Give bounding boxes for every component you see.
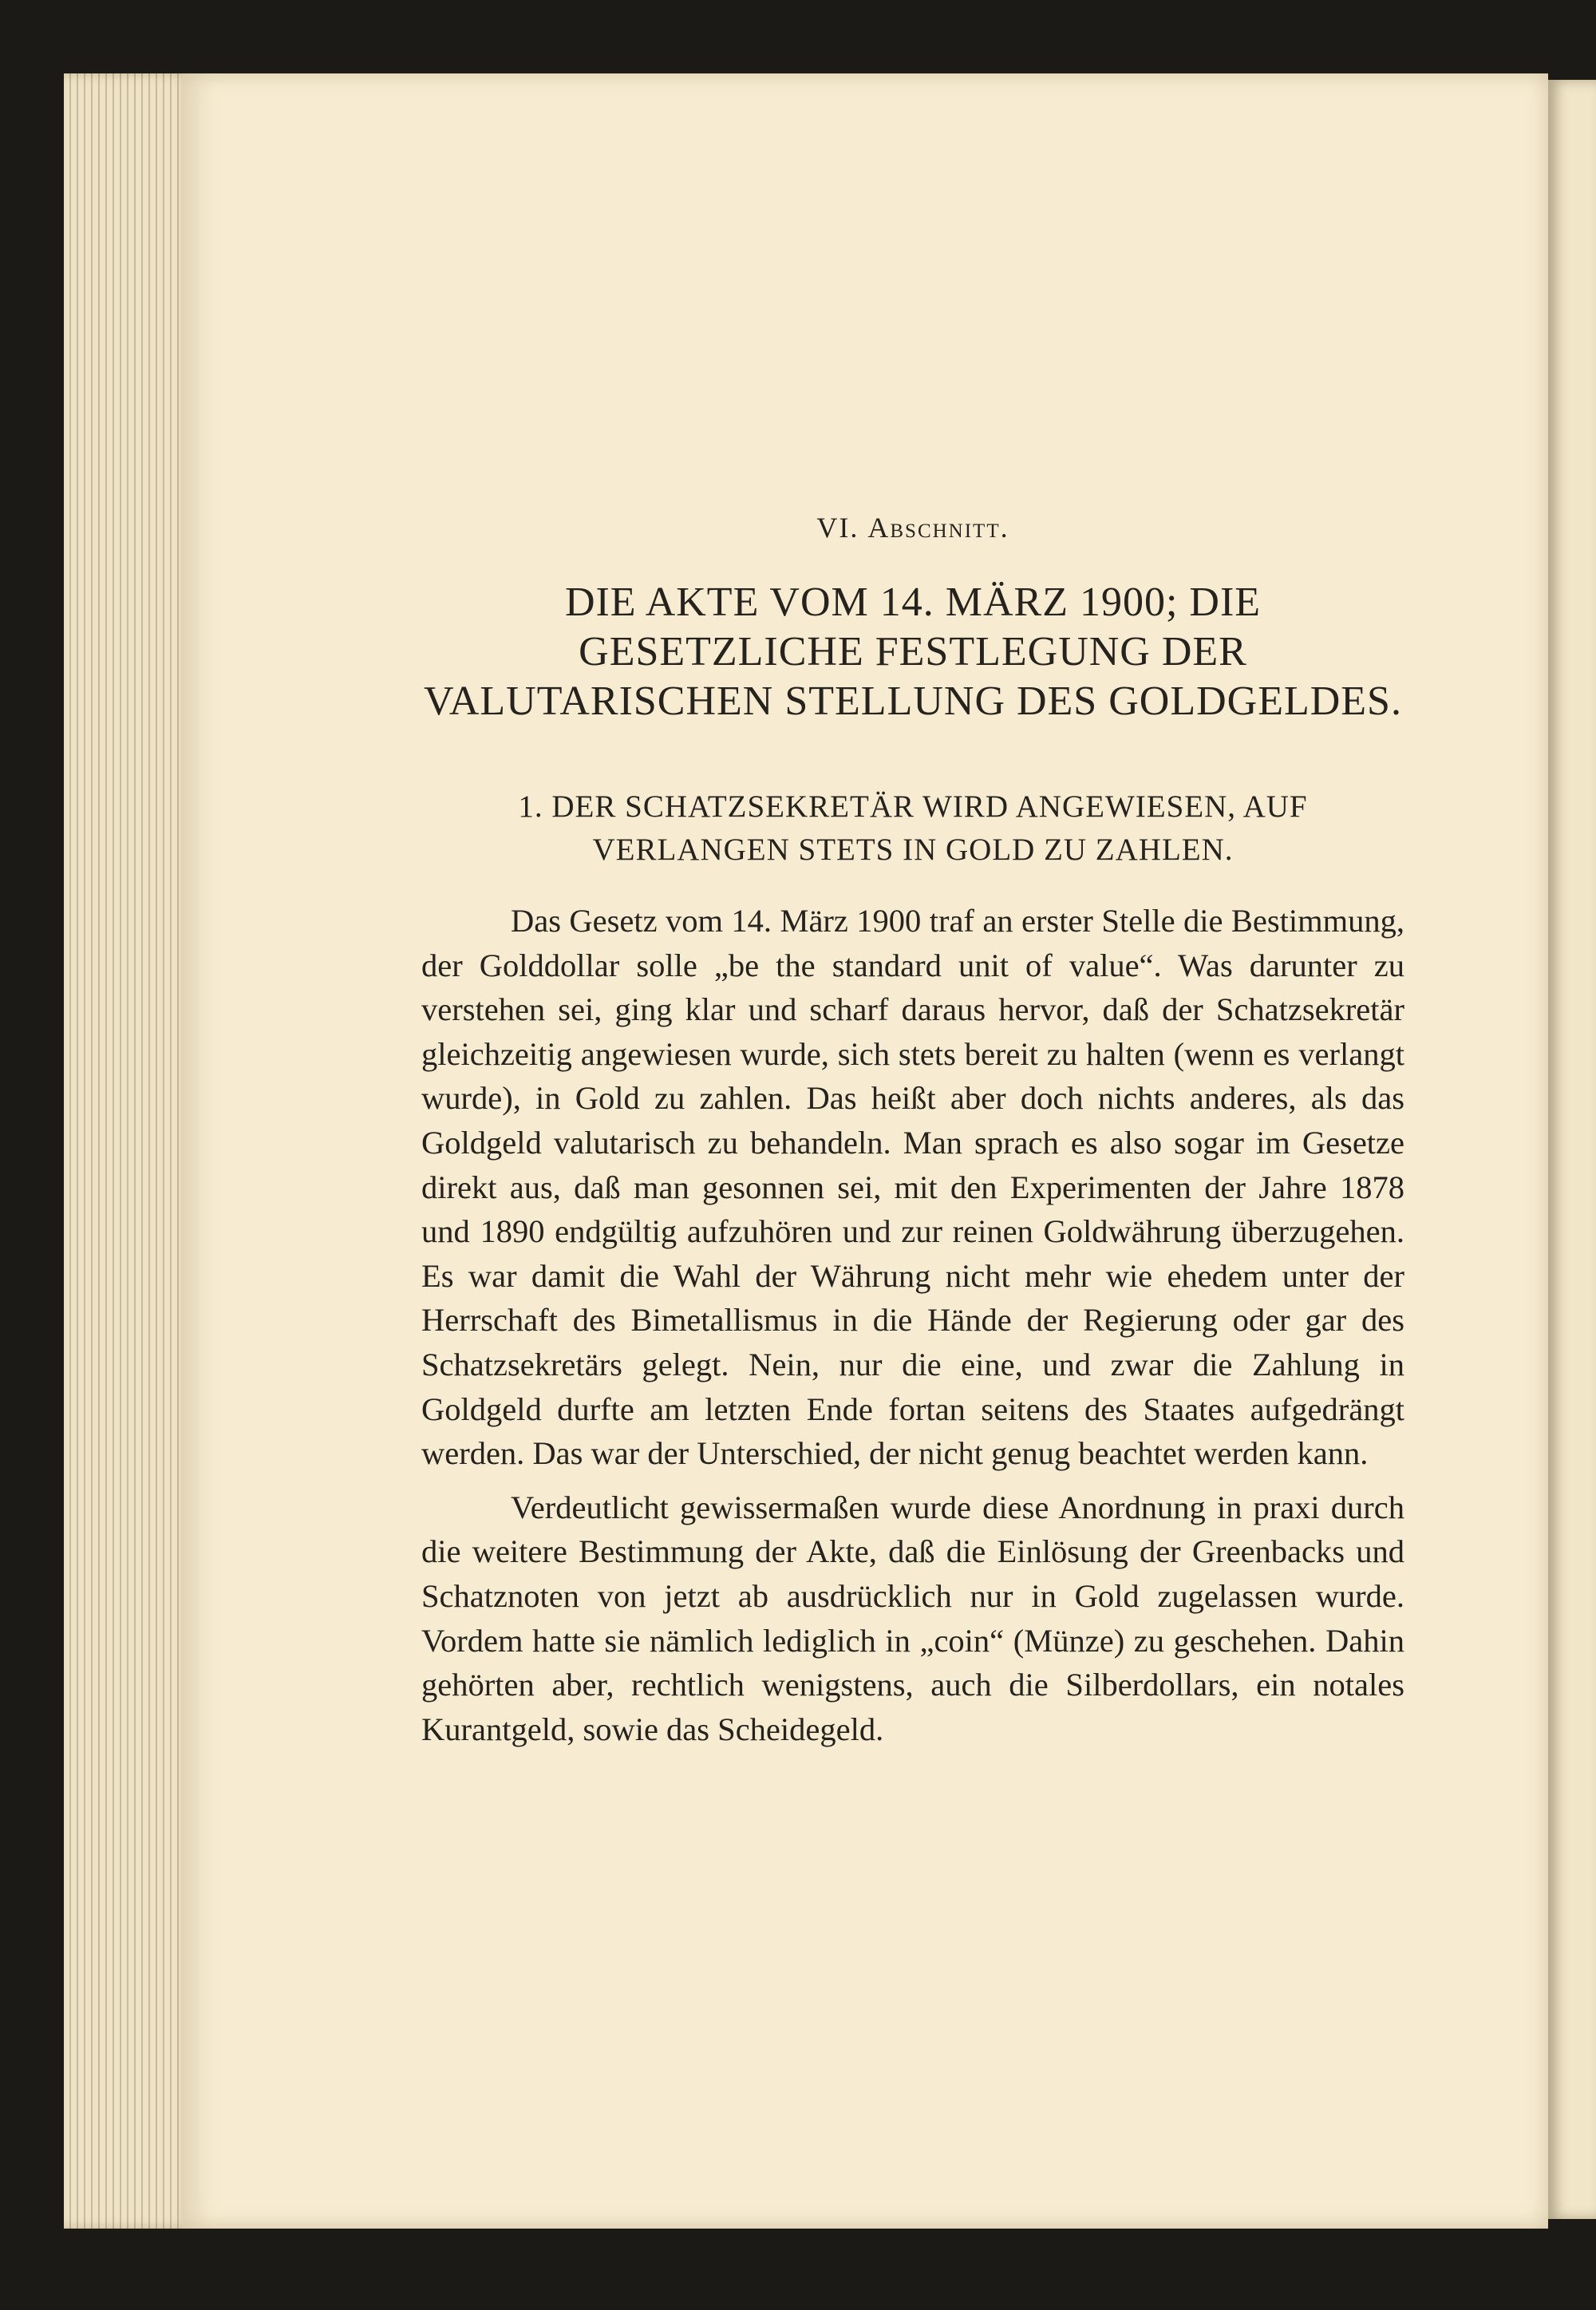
book-page-edges bbox=[64, 73, 192, 2229]
subsection-heading: 1. DER SCHATZSEKRETÄR WIRD ANGEWIESEN, AUF VERLANGEN STETS IN GOLD ZU ZAHLEN. bbox=[518, 789, 1308, 867]
paragraph-1: Das Gesetz vom 14. März 1900 traf an erster Stelle die Bestimmung, der Golddollar solle „be the standard unit of value“. Was darunter zu verstehen sei, ging klar und scharf daraus hervor, daß der Schatzsekretär gleichzeitig angewiesen wurde, sich stets bereit zu halten (wenn es verlangt wurde), in Gold zu zahlen. Das heißt aber doch nichts anderes, als das Goldgeld valutarisch zu behandeln. Man sprach es also sogar im Gesetze direkt aus, daß man gesonnen sei, mit den Experimenten der Jahre 1878 und 1890 endgültig aufzuhören und zur reinen Goldwährung überzugehen. Es war damit die Wahl der Währung nicht mehr wie ehedem unter der Herrschaft des Bimetallismus in die Hände der Regierung oder gar des Schatzsekretärs gelegt. Nein, nur die eine, und zwar die Zahlung in Goldgeld durfte am letzten Ende fortan seitens des Staates aufgedrängt werden. Das war der Unterschied, der nicht genug beachtet werden kann. bbox=[421, 903, 1404, 1472]
section-label bbox=[421, 511, 1404, 544]
chapter-title: DIE AKTE VOM 14. MÄRZ 1900; DIE GESETZLICHE FESTLEGUNG DER VALUTARISCHEN STELLUNG DES GOLDGELDES. bbox=[424, 579, 1402, 724]
section-word: Abschnitt. bbox=[867, 512, 1009, 544]
section-numeral: VI. bbox=[816, 512, 859, 544]
facing-page-edge bbox=[1548, 80, 1596, 2219]
page-text bbox=[421, 511, 1404, 1761]
paragraph-2: Verdeutlicht gewissermaßen wurde diese Anordnung in praxi durch die weitere Bestimmung der Akte, daß die Einlösung der Greenbacks und Schatznoten von jetzt ab ausdrücklich nur in Gold zugelassen wurde. Vordem hatte sie nämlich lediglich in „coin“ (Münze) zu geschehen. Dahin gehörten aber, rechtlich wenigstens, auch die Silberdollars, ein notales Kurantgeld, sowie das Scheidegeld. bbox=[421, 1489, 1404, 1747]
